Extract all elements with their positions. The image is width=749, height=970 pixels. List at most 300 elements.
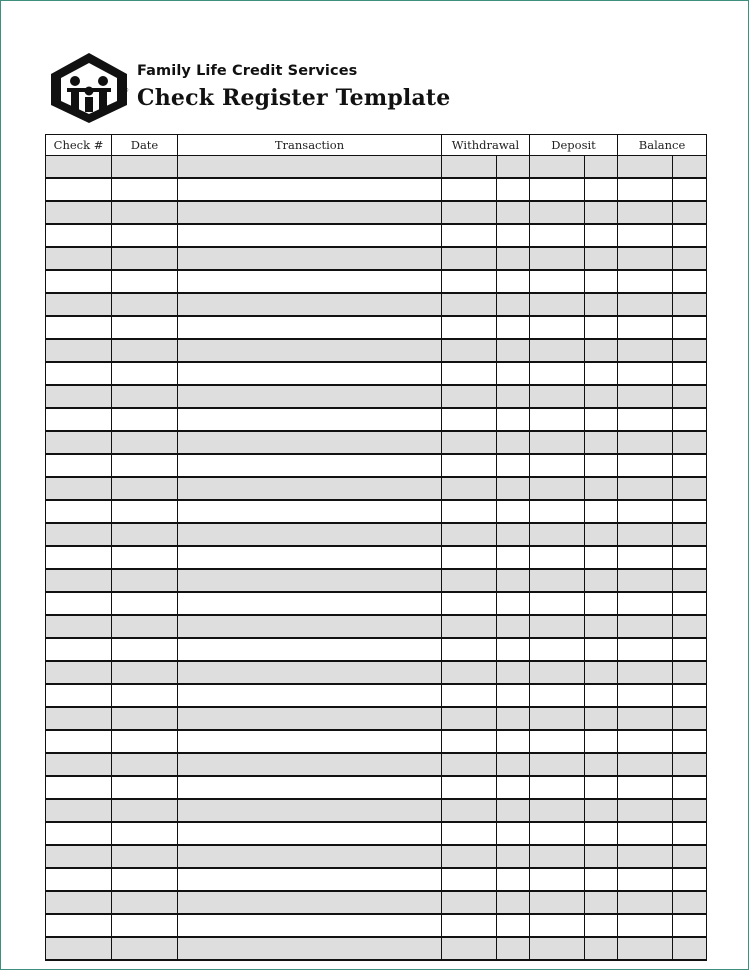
- deposit-cents-cell[interactable]: [585, 316, 618, 339]
- balance-dollars-cell[interactable]: [618, 316, 673, 339]
- check-number-cell[interactable]: [46, 523, 112, 546]
- transaction-cell[interactable]: [178, 546, 442, 569]
- withdrawal-dollars-cell[interactable]: [442, 799, 497, 822]
- transaction-cell[interactable]: [178, 500, 442, 523]
- deposit-cents-cell[interactable]: [585, 799, 618, 822]
- withdrawal-dollars-cell[interactable]: [442, 293, 497, 316]
- date-cell[interactable]: [112, 523, 178, 546]
- withdrawal-dollars-cell[interactable]: [442, 891, 497, 914]
- deposit-cents-cell[interactable]: [585, 638, 618, 661]
- deposit-cents-cell[interactable]: [585, 822, 618, 845]
- withdrawal-dollars-cell[interactable]: [442, 156, 497, 179]
- deposit-dollars-cell[interactable]: [530, 661, 585, 684]
- date-cell[interactable]: [112, 270, 178, 293]
- check-number-cell[interactable]: [46, 385, 112, 408]
- deposit-cents-cell[interactable]: [585, 937, 618, 960]
- balance-dollars-cell[interactable]: [618, 730, 673, 753]
- transaction-cell[interactable]: [178, 385, 442, 408]
- deposit-cents-cell[interactable]: [585, 615, 618, 638]
- withdrawal-cents-cell[interactable]: [497, 615, 530, 638]
- deposit-dollars-cell[interactable]: [530, 224, 585, 247]
- balance-cents-cell[interactable]: [673, 868, 707, 891]
- withdrawal-cents-cell[interactable]: [497, 638, 530, 661]
- check-number-cell[interactable]: [46, 868, 112, 891]
- withdrawal-cents-cell[interactable]: [497, 293, 530, 316]
- transaction-cell[interactable]: [178, 845, 442, 868]
- transaction-cell[interactable]: [178, 431, 442, 454]
- balance-dollars-cell[interactable]: [618, 914, 673, 937]
- deposit-cents-cell[interactable]: [585, 247, 618, 270]
- deposit-cents-cell[interactable]: [585, 592, 618, 615]
- transaction-cell[interactable]: [178, 224, 442, 247]
- deposit-dollars-cell[interactable]: [530, 799, 585, 822]
- balance-cents-cell[interactable]: [673, 339, 707, 362]
- balance-dollars-cell[interactable]: [618, 592, 673, 615]
- balance-dollars-cell[interactable]: [618, 891, 673, 914]
- transaction-cell[interactable]: [178, 454, 442, 477]
- withdrawal-dollars-cell[interactable]: [442, 247, 497, 270]
- deposit-cents-cell[interactable]: [585, 868, 618, 891]
- balance-cents-cell[interactable]: [673, 546, 707, 569]
- deposit-cents-cell[interactable]: [585, 523, 618, 546]
- transaction-cell[interactable]: [178, 201, 442, 224]
- balance-cents-cell[interactable]: [673, 661, 707, 684]
- balance-cents-cell[interactable]: [673, 247, 707, 270]
- balance-cents-cell[interactable]: [673, 638, 707, 661]
- check-number-cell[interactable]: [46, 477, 112, 500]
- balance-dollars-cell[interactable]: [618, 431, 673, 454]
- balance-dollars-cell[interactable]: [618, 339, 673, 362]
- withdrawal-dollars-cell[interactable]: [442, 914, 497, 937]
- transaction-cell[interactable]: [178, 247, 442, 270]
- deposit-dollars-cell[interactable]: [530, 270, 585, 293]
- check-number-cell[interactable]: [46, 408, 112, 431]
- date-cell[interactable]: [112, 224, 178, 247]
- deposit-dollars-cell[interactable]: [530, 891, 585, 914]
- check-number-cell[interactable]: [46, 500, 112, 523]
- balance-dollars-cell[interactable]: [618, 293, 673, 316]
- deposit-cents-cell[interactable]: [585, 362, 618, 385]
- transaction-cell[interactable]: [178, 868, 442, 891]
- date-cell[interactable]: [112, 156, 178, 179]
- balance-dollars-cell[interactable]: [618, 546, 673, 569]
- date-cell[interactable]: [112, 178, 178, 201]
- balance-cents-cell[interactable]: [673, 270, 707, 293]
- withdrawal-cents-cell[interactable]: [497, 156, 530, 179]
- transaction-cell[interactable]: [178, 270, 442, 293]
- withdrawal-dollars-cell[interactable]: [442, 431, 497, 454]
- withdrawal-dollars-cell[interactable]: [442, 822, 497, 845]
- withdrawal-cents-cell[interactable]: [497, 362, 530, 385]
- check-number-cell[interactable]: [46, 454, 112, 477]
- date-cell[interactable]: [112, 845, 178, 868]
- withdrawal-cents-cell[interactable]: [497, 270, 530, 293]
- balance-cents-cell[interactable]: [673, 293, 707, 316]
- date-cell[interactable]: [112, 454, 178, 477]
- withdrawal-cents-cell[interactable]: [497, 178, 530, 201]
- balance-cents-cell[interactable]: [673, 684, 707, 707]
- withdrawal-cents-cell[interactable]: [497, 937, 530, 960]
- withdrawal-dollars-cell[interactable]: [442, 477, 497, 500]
- date-cell[interactable]: [112, 822, 178, 845]
- balance-cents-cell[interactable]: [673, 730, 707, 753]
- date-cell[interactable]: [112, 914, 178, 937]
- deposit-dollars-cell[interactable]: [530, 316, 585, 339]
- balance-dollars-cell[interactable]: [618, 156, 673, 179]
- transaction-cell[interactable]: [178, 730, 442, 753]
- withdrawal-dollars-cell[interactable]: [442, 270, 497, 293]
- check-number-cell[interactable]: [46, 247, 112, 270]
- balance-dollars-cell[interactable]: [618, 799, 673, 822]
- balance-cents-cell[interactable]: [673, 500, 707, 523]
- withdrawal-dollars-cell[interactable]: [442, 592, 497, 615]
- withdrawal-dollars-cell[interactable]: [442, 868, 497, 891]
- deposit-dollars-cell[interactable]: [530, 477, 585, 500]
- transaction-cell[interactable]: [178, 776, 442, 799]
- deposit-cents-cell[interactable]: [585, 178, 618, 201]
- date-cell[interactable]: [112, 293, 178, 316]
- balance-dollars-cell[interactable]: [618, 523, 673, 546]
- withdrawal-cents-cell[interactable]: [497, 408, 530, 431]
- deposit-dollars-cell[interactable]: [530, 684, 585, 707]
- balance-dollars-cell[interactable]: [618, 224, 673, 247]
- transaction-cell[interactable]: [178, 615, 442, 638]
- withdrawal-cents-cell[interactable]: [497, 730, 530, 753]
- check-number-cell[interactable]: [46, 615, 112, 638]
- transaction-cell[interactable]: [178, 523, 442, 546]
- check-number-cell[interactable]: [46, 937, 112, 960]
- deposit-dollars-cell[interactable]: [530, 546, 585, 569]
- transaction-cell[interactable]: [178, 293, 442, 316]
- date-cell[interactable]: [112, 408, 178, 431]
- balance-dollars-cell[interactable]: [618, 201, 673, 224]
- deposit-cents-cell[interactable]: [585, 339, 618, 362]
- balance-cents-cell[interactable]: [673, 592, 707, 615]
- balance-dollars-cell[interactable]: [618, 385, 673, 408]
- balance-cents-cell[interactable]: [673, 408, 707, 431]
- balance-cents-cell[interactable]: [673, 753, 707, 776]
- check-number-cell[interactable]: [46, 730, 112, 753]
- date-cell[interactable]: [112, 339, 178, 362]
- balance-dollars-cell[interactable]: [618, 707, 673, 730]
- withdrawal-dollars-cell[interactable]: [442, 776, 497, 799]
- balance-dollars-cell[interactable]: [618, 178, 673, 201]
- date-cell[interactable]: [112, 316, 178, 339]
- check-number-cell[interactable]: [46, 569, 112, 592]
- balance-cents-cell[interactable]: [673, 178, 707, 201]
- withdrawal-cents-cell[interactable]: [497, 799, 530, 822]
- deposit-cents-cell[interactable]: [585, 891, 618, 914]
- check-number-cell[interactable]: [46, 156, 112, 179]
- balance-cents-cell[interactable]: [673, 454, 707, 477]
- date-cell[interactable]: [112, 684, 178, 707]
- withdrawal-dollars-cell[interactable]: [442, 638, 497, 661]
- withdrawal-cents-cell[interactable]: [497, 316, 530, 339]
- deposit-cents-cell[interactable]: [585, 546, 618, 569]
- deposit-dollars-cell[interactable]: [530, 569, 585, 592]
- transaction-cell[interactable]: [178, 339, 442, 362]
- date-cell[interactable]: [112, 868, 178, 891]
- withdrawal-cents-cell[interactable]: [497, 707, 530, 730]
- check-number-cell[interactable]: [46, 891, 112, 914]
- withdrawal-dollars-cell[interactable]: [442, 661, 497, 684]
- check-number-cell[interactable]: [46, 592, 112, 615]
- transaction-cell[interactable]: [178, 569, 442, 592]
- balance-dollars-cell[interactable]: [618, 247, 673, 270]
- date-cell[interactable]: [112, 638, 178, 661]
- balance-dollars-cell[interactable]: [618, 408, 673, 431]
- deposit-dollars-cell[interactable]: [530, 868, 585, 891]
- deposit-dollars-cell[interactable]: [530, 845, 585, 868]
- date-cell[interactable]: [112, 477, 178, 500]
- deposit-dollars-cell[interactable]: [530, 638, 585, 661]
- withdrawal-dollars-cell[interactable]: [442, 684, 497, 707]
- date-cell[interactable]: [112, 201, 178, 224]
- deposit-cents-cell[interactable]: [585, 845, 618, 868]
- withdrawal-dollars-cell[interactable]: [442, 454, 497, 477]
- withdrawal-dollars-cell[interactable]: [442, 707, 497, 730]
- transaction-cell[interactable]: [178, 178, 442, 201]
- check-number-cell[interactable]: [46, 684, 112, 707]
- deposit-cents-cell[interactable]: [585, 684, 618, 707]
- balance-cents-cell[interactable]: [673, 156, 707, 179]
- check-number-cell[interactable]: [46, 799, 112, 822]
- withdrawal-cents-cell[interactable]: [497, 477, 530, 500]
- transaction-cell[interactable]: [178, 477, 442, 500]
- deposit-cents-cell[interactable]: [585, 156, 618, 179]
- balance-dollars-cell[interactable]: [618, 822, 673, 845]
- deposit-cents-cell[interactable]: [585, 707, 618, 730]
- deposit-cents-cell[interactable]: [585, 224, 618, 247]
- deposit-dollars-cell[interactable]: [530, 592, 585, 615]
- balance-dollars-cell[interactable]: [618, 937, 673, 960]
- balance-cents-cell[interactable]: [673, 385, 707, 408]
- balance-cents-cell[interactable]: [673, 224, 707, 247]
- deposit-dollars-cell[interactable]: [530, 178, 585, 201]
- transaction-cell[interactable]: [178, 592, 442, 615]
- withdrawal-cents-cell[interactable]: [497, 592, 530, 615]
- withdrawal-cents-cell[interactable]: [497, 431, 530, 454]
- withdrawal-cents-cell[interactable]: [497, 224, 530, 247]
- withdrawal-cents-cell[interactable]: [497, 661, 530, 684]
- check-number-cell[interactable]: [46, 546, 112, 569]
- deposit-dollars-cell[interactable]: [530, 523, 585, 546]
- deposit-cents-cell[interactable]: [585, 477, 618, 500]
- balance-cents-cell[interactable]: [673, 615, 707, 638]
- check-number-cell[interactable]: [46, 270, 112, 293]
- transaction-cell[interactable]: [178, 661, 442, 684]
- date-cell[interactable]: [112, 431, 178, 454]
- withdrawal-dollars-cell[interactable]: [442, 937, 497, 960]
- withdrawal-dollars-cell[interactable]: [442, 408, 497, 431]
- withdrawal-cents-cell[interactable]: [497, 822, 530, 845]
- deposit-dollars-cell[interactable]: [530, 776, 585, 799]
- withdrawal-cents-cell[interactable]: [497, 339, 530, 362]
- withdrawal-cents-cell[interactable]: [497, 684, 530, 707]
- balance-cents-cell[interactable]: [673, 569, 707, 592]
- date-cell[interactable]: [112, 661, 178, 684]
- balance-cents-cell[interactable]: [673, 707, 707, 730]
- withdrawal-dollars-cell[interactable]: [442, 615, 497, 638]
- deposit-dollars-cell[interactable]: [530, 753, 585, 776]
- deposit-cents-cell[interactable]: [585, 270, 618, 293]
- date-cell[interactable]: [112, 937, 178, 960]
- deposit-cents-cell[interactable]: [585, 293, 618, 316]
- date-cell[interactable]: [112, 891, 178, 914]
- transaction-cell[interactable]: [178, 822, 442, 845]
- transaction-cell[interactable]: [178, 408, 442, 431]
- check-number-cell[interactable]: [46, 178, 112, 201]
- date-cell[interactable]: [112, 707, 178, 730]
- check-number-cell[interactable]: [46, 638, 112, 661]
- deposit-cents-cell[interactable]: [585, 431, 618, 454]
- transaction-cell[interactable]: [178, 753, 442, 776]
- balance-dollars-cell[interactable]: [618, 477, 673, 500]
- check-number-cell[interactable]: [46, 201, 112, 224]
- balance-dollars-cell[interactable]: [618, 454, 673, 477]
- deposit-dollars-cell[interactable]: [530, 339, 585, 362]
- deposit-cents-cell[interactable]: [585, 408, 618, 431]
- deposit-cents-cell[interactable]: [585, 201, 618, 224]
- check-number-cell[interactable]: [46, 845, 112, 868]
- deposit-cents-cell[interactable]: [585, 753, 618, 776]
- deposit-dollars-cell[interactable]: [530, 201, 585, 224]
- deposit-dollars-cell[interactable]: [530, 408, 585, 431]
- withdrawal-dollars-cell[interactable]: [442, 753, 497, 776]
- check-number-cell[interactable]: [46, 822, 112, 845]
- withdrawal-dollars-cell[interactable]: [442, 339, 497, 362]
- withdrawal-dollars-cell[interactable]: [442, 201, 497, 224]
- date-cell[interactable]: [112, 546, 178, 569]
- balance-dollars-cell[interactable]: [618, 753, 673, 776]
- deposit-dollars-cell[interactable]: [530, 730, 585, 753]
- balance-cents-cell[interactable]: [673, 891, 707, 914]
- withdrawal-dollars-cell[interactable]: [442, 730, 497, 753]
- balance-cents-cell[interactable]: [673, 822, 707, 845]
- deposit-dollars-cell[interactable]: [530, 385, 585, 408]
- withdrawal-cents-cell[interactable]: [497, 891, 530, 914]
- withdrawal-dollars-cell[interactable]: [442, 385, 497, 408]
- withdrawal-cents-cell[interactable]: [497, 385, 530, 408]
- withdrawal-cents-cell[interactable]: [497, 201, 530, 224]
- check-number-cell[interactable]: [46, 339, 112, 362]
- deposit-dollars-cell[interactable]: [530, 362, 585, 385]
- deposit-dollars-cell[interactable]: [530, 937, 585, 960]
- check-number-cell[interactable]: [46, 293, 112, 316]
- balance-dollars-cell[interactable]: [618, 638, 673, 661]
- balance-dollars-cell[interactable]: [618, 845, 673, 868]
- date-cell[interactable]: [112, 730, 178, 753]
- balance-dollars-cell[interactable]: [618, 500, 673, 523]
- deposit-dollars-cell[interactable]: [530, 156, 585, 179]
- withdrawal-cents-cell[interactable]: [497, 546, 530, 569]
- check-number-cell[interactable]: [46, 914, 112, 937]
- balance-dollars-cell[interactable]: [618, 362, 673, 385]
- withdrawal-cents-cell[interactable]: [497, 753, 530, 776]
- balance-dollars-cell[interactable]: [618, 569, 673, 592]
- balance-cents-cell[interactable]: [673, 914, 707, 937]
- date-cell[interactable]: [112, 247, 178, 270]
- balance-cents-cell[interactable]: [673, 431, 707, 454]
- withdrawal-cents-cell[interactable]: [497, 454, 530, 477]
- date-cell[interactable]: [112, 753, 178, 776]
- withdrawal-dollars-cell[interactable]: [442, 316, 497, 339]
- withdrawal-dollars-cell[interactable]: [442, 523, 497, 546]
- transaction-cell[interactable]: [178, 638, 442, 661]
- deposit-dollars-cell[interactable]: [530, 500, 585, 523]
- deposit-cents-cell[interactable]: [585, 776, 618, 799]
- withdrawal-cents-cell[interactable]: [497, 569, 530, 592]
- check-number-cell[interactable]: [46, 316, 112, 339]
- withdrawal-dollars-cell[interactable]: [442, 224, 497, 247]
- transaction-cell[interactable]: [178, 684, 442, 707]
- deposit-cents-cell[interactable]: [585, 385, 618, 408]
- deposit-cents-cell[interactable]: [585, 569, 618, 592]
- balance-cents-cell[interactable]: [673, 201, 707, 224]
- deposit-dollars-cell[interactable]: [530, 822, 585, 845]
- transaction-cell[interactable]: [178, 316, 442, 339]
- balance-dollars-cell[interactable]: [618, 684, 673, 707]
- deposit-cents-cell[interactable]: [585, 661, 618, 684]
- withdrawal-cents-cell[interactable]: [497, 500, 530, 523]
- deposit-cents-cell[interactable]: [585, 500, 618, 523]
- check-number-cell[interactable]: [46, 776, 112, 799]
- date-cell[interactable]: [112, 592, 178, 615]
- withdrawal-dollars-cell[interactable]: [442, 546, 497, 569]
- deposit-dollars-cell[interactable]: [530, 454, 585, 477]
- check-number-cell[interactable]: [46, 431, 112, 454]
- date-cell[interactable]: [112, 569, 178, 592]
- withdrawal-dollars-cell[interactable]: [442, 178, 497, 201]
- deposit-cents-cell[interactable]: [585, 730, 618, 753]
- date-cell[interactable]: [112, 799, 178, 822]
- withdrawal-cents-cell[interactable]: [497, 523, 530, 546]
- withdrawal-cents-cell[interactable]: [497, 845, 530, 868]
- transaction-cell[interactable]: [178, 362, 442, 385]
- balance-dollars-cell[interactable]: [618, 661, 673, 684]
- date-cell[interactable]: [112, 385, 178, 408]
- withdrawal-dollars-cell[interactable]: [442, 500, 497, 523]
- balance-cents-cell[interactable]: [673, 776, 707, 799]
- balance-dollars-cell[interactable]: [618, 776, 673, 799]
- withdrawal-dollars-cell[interactable]: [442, 845, 497, 868]
- transaction-cell[interactable]: [178, 707, 442, 730]
- date-cell[interactable]: [112, 500, 178, 523]
- balance-dollars-cell[interactable]: [618, 270, 673, 293]
- transaction-cell[interactable]: [178, 799, 442, 822]
- check-number-cell[interactable]: [46, 753, 112, 776]
- balance-dollars-cell[interactable]: [618, 868, 673, 891]
- date-cell[interactable]: [112, 615, 178, 638]
- check-number-cell[interactable]: [46, 707, 112, 730]
- withdrawal-cents-cell[interactable]: [497, 868, 530, 891]
- transaction-cell[interactable]: [178, 891, 442, 914]
- transaction-cell[interactable]: [178, 937, 442, 960]
- deposit-cents-cell[interactable]: [585, 914, 618, 937]
- transaction-cell[interactable]: [178, 156, 442, 179]
- deposit-cents-cell[interactable]: [585, 454, 618, 477]
- balance-cents-cell[interactable]: [673, 316, 707, 339]
- withdrawal-cents-cell[interactable]: [497, 247, 530, 270]
- balance-dollars-cell[interactable]: [618, 615, 673, 638]
- balance-cents-cell[interactable]: [673, 799, 707, 822]
- transaction-cell[interactable]: [178, 914, 442, 937]
- deposit-dollars-cell[interactable]: [530, 247, 585, 270]
- balance-cents-cell[interactable]: [673, 937, 707, 960]
- balance-cents-cell[interactable]: [673, 523, 707, 546]
- deposit-dollars-cell[interactable]: [530, 293, 585, 316]
- deposit-dollars-cell[interactable]: [530, 914, 585, 937]
